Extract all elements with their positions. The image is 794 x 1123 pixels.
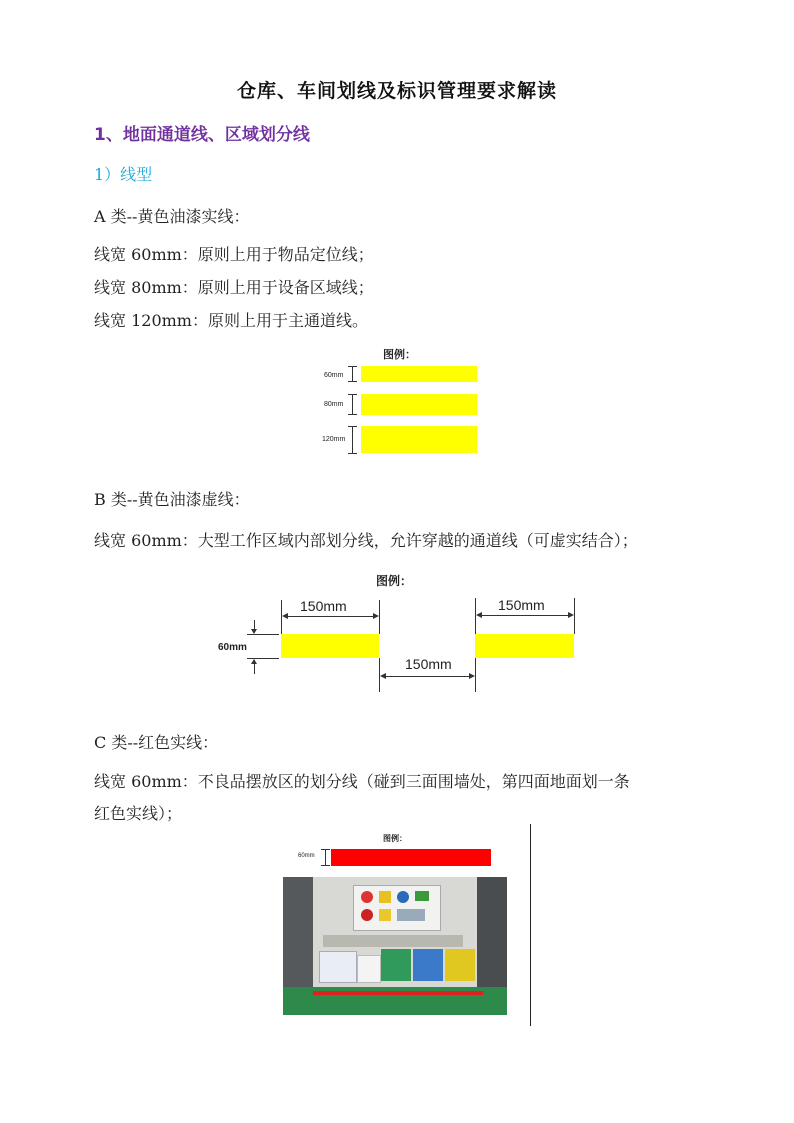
class-a-line-3: 线宽 120mm：原则上用于主通道线。 (94, 311, 368, 330)
yellow-line-120mm (361, 426, 477, 453)
class-b-dash-label-2: 150mm (498, 597, 545, 613)
class-c-width-label: 60mm (298, 853, 315, 859)
class-a-label-120: 120mm (322, 436, 346, 443)
yellow-dash-1 (281, 634, 379, 658)
class-b-figure-title: 图例： (376, 574, 413, 588)
class-a-line-1: 线宽 60mm：原则上用于物品定位线； (94, 245, 374, 264)
page-title: 仓库、车间划线及标识管理要求解读 (236, 80, 557, 102)
yellow-line-60mm (361, 366, 477, 382)
warehouse-photo (283, 877, 507, 1015)
section-heading: 1、地面通道线、区域划分线 (94, 125, 310, 145)
class-a-heading: A 类--黄色油漆实线： (94, 207, 250, 226)
yellow-line-80mm (361, 394, 477, 415)
class-c-figure-title: 图例： (383, 834, 407, 843)
page-divider-line (530, 824, 531, 1026)
class-a-line-2: 线宽 80mm：原则上用于设备区域线； (94, 278, 374, 297)
class-b-dash-label-1: 150mm (300, 598, 347, 614)
class-b-gap-label: 150mm (405, 656, 452, 672)
class-a-label-80: 80mm (324, 401, 344, 408)
class-a-label-60: 60mm (324, 372, 344, 379)
class-b-heading: B 类--黄色油漆虚线： (94, 490, 250, 509)
class-c-line-2: 红色实线）； (94, 804, 183, 823)
class-c-line-1: 线宽 60mm：不良品摆放区的划分线（碰到三面围墙处，第四面地面划一条 (94, 772, 630, 791)
subsection-heading: 1）线型 (94, 165, 153, 184)
class-a-figure-title: 图例： (383, 349, 416, 361)
class-b-width-label: 60mm (218, 642, 247, 653)
class-b-line: 线宽 60mm：大型工作区域内部划分线，允许穿越的通道线（可虚实结合）； (94, 531, 638, 550)
class-c-heading: C 类--红色实线： (94, 733, 219, 752)
yellow-dash-2 (475, 634, 574, 658)
red-line-60mm (331, 849, 491, 866)
